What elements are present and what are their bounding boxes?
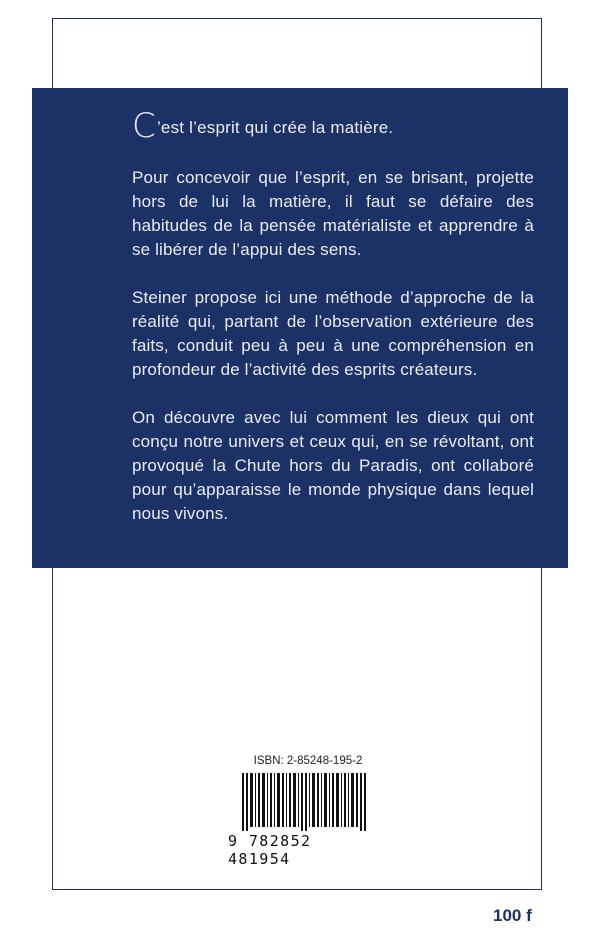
lead-text: ’est l’esprit qui crée la matière. [156, 118, 394, 137]
lead-sentence [132, 106, 534, 146]
blurb-paragraph-3: On découvre avec lui comment les dieux qui ont conçu notre univers et ceux qui, en se révoltant, ont provoqué la Chute hors du Paradis, ont collaboré pour qu’apparaisse le monde physique dans lequel nous vivons. [132, 408, 534, 523]
barcode-block [228, 755, 378, 868]
price-label: 100 f [493, 906, 532, 925]
blurb-paragraph-2: Steiner propose ici une méthode d’approche de la réalité qui, partant de l’observation extérieure des faits, conduit peu à peu à une compréhension en profondeur de l’activité des esprits créateurs. [132, 288, 534, 379]
ean-number: 9 782852 481954 [228, 832, 312, 868]
drop-cap: C [132, 106, 156, 146]
barcode-icon [228, 773, 378, 831]
blurb-panel [32, 88, 568, 568]
blurb-paragraph-1: Pour concevoir que l’esprit, en se brisant, projette hors de lui la matière, il faut se défaire des habitudes de la pensée matérialiste et apprendre à se libérer de l’appui des sens. [132, 168, 534, 259]
isbn-label: ISBN: 2-85248-195-2 [253, 755, 363, 767]
